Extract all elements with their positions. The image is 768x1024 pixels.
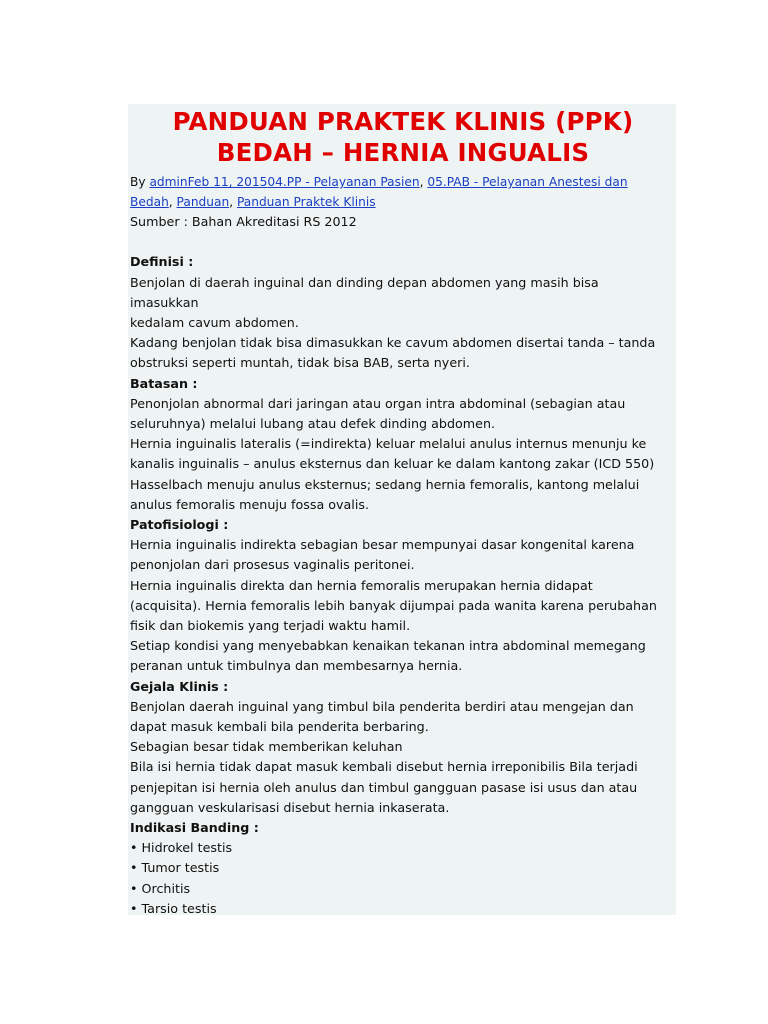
body-text-line: obstruksi seperti muntah, tidak bisa BAB, serta nyeri. <box>130 355 470 371</box>
body-text-line: fisik dan biokemis yang terjadi waktu hamil. <box>130 618 411 634</box>
title-line-1: PANDUAN PRAKTEK KLINIS (PPK) <box>172 107 634 136</box>
category-link-pab[interactable]: 05.PAB - Pelayanan Anestesi dan <box>427 175 628 189</box>
by-label: By <box>130 175 150 189</box>
body-text-line: Sebagian besar tidak memberikan keluhan <box>130 739 403 755</box>
body-text-line: • Tumor testis <box>130 860 220 876</box>
body-text-line: • Hidrokel testis <box>130 840 233 856</box>
section-heading: Batasan : <box>130 375 198 391</box>
body-text-line: Setiap kondisi yang menyebabkan kenaikan tekanan intra abdominal memegang <box>130 638 646 654</box>
section-heading: Definisi : <box>130 254 194 270</box>
body-text-line: peranan untuk timbulnya dan membesarnya hernia. <box>130 658 463 674</box>
post-meta-line-2 <box>130 192 676 212</box>
body-text-line: Hernia inguinalis indirekta sebagian besar mempunyai dasar kongenital karena <box>130 537 635 553</box>
body-text-line: kanalis inguinalis – anulus eksternus dan keluar ke dalam kantong zakar (ICD 550) <box>130 456 655 472</box>
source-line: Sumber : Bahan Akreditasi RS 2012 <box>130 214 357 229</box>
author-link[interactable]: admin <box>149 175 188 189</box>
body-text-line: Hernia inguinalis lateralis (=indirekta) keluar melalui anulus internus menunju ke <box>130 436 647 452</box>
separator: , <box>229 195 237 209</box>
body-text-line: Hernia inguinalis direkta dan hernia femoralis merupakan hernia didapat <box>130 577 593 593</box>
body-text-line: Penonjolan abnormal dari jaringan atau organ intra abdominal (sebagian atau <box>130 395 626 411</box>
body-text-line: gangguan veskularisasi disebut hernia inkaserata. <box>130 799 450 815</box>
article-title <box>130 106 676 168</box>
body-text-line: (acquisita). Hernia femoralis lebih banyak dijumpai pada wanita karena perubahan <box>130 597 657 613</box>
body-text-line: Benjolan di daerah inguinal dan dinding depan abdomen yang masih bisa <box>130 274 599 290</box>
body-text-line: penonjolan dari prosesus vaginalis peritonei. <box>130 557 415 573</box>
title-line-2: BEDAH – HERNIA INGUALIS <box>216 138 590 167</box>
body-text-line: seluruhnya) melalui lubang atau defek dinding abdomen. <box>130 416 496 432</box>
tag-link-panduan[interactable]: Panduan <box>176 195 230 209</box>
body-text-line: kedalam cavum abdomen. <box>130 315 299 330</box>
separator: , <box>168 195 177 209</box>
article-body <box>130 252 676 915</box>
body-text-line: Bila isi hernia tidak dapat masuk kembali disebut hernia irreponibilis Bila terjadi <box>130 759 638 775</box>
section-heading: Patofisiologi : <box>130 517 229 533</box>
body-text-line: dapat masuk kembali bila penderita berbaring. <box>130 719 429 735</box>
category-link-bedah[interactable]: Bedah <box>130 195 169 209</box>
body-text-line: Benjolan daerah inguinal yang timbul bila penderita berdiri atau mengejan dan <box>130 698 634 714</box>
body-text-line: anulus femoralis menuju fossa ovalis. <box>130 496 369 512</box>
body-text-line: penjepitan isi hernia oleh anulus dan timbul gangguan pasase isi usus dan atau <box>130 779 638 795</box>
post-meta <box>130 172 676 192</box>
article <box>128 104 676 915</box>
category-link-pp[interactable]: 04.PP - Pelayanan Pasien <box>267 175 420 189</box>
body-text-line: imasukkan <box>130 294 199 310</box>
separator: , <box>419 175 428 189</box>
section-heading: Indikasi Banding : <box>130 820 259 836</box>
body-text-line: Kadang benjolan tidak bisa dimasukkan ke cavum abdomen disertai tanda – tanda <box>130 335 656 351</box>
body-text-line: • Tarsio testis <box>130 900 217 915</box>
section-heading: Gejala Klinis : <box>130 678 229 694</box>
body-text-line: Hasselbach menuju anulus eksternus; sedang hernia femoralis, kantong melalui <box>130 476 640 492</box>
body-text-line: • Orchitis <box>130 880 191 896</box>
date-link[interactable]: Feb 11, 2015 <box>187 175 268 189</box>
blank-line <box>130 232 676 252</box>
tag-link-panduan-praktek-klinis[interactable]: Panduan Praktek Klinis <box>236 195 376 209</box>
